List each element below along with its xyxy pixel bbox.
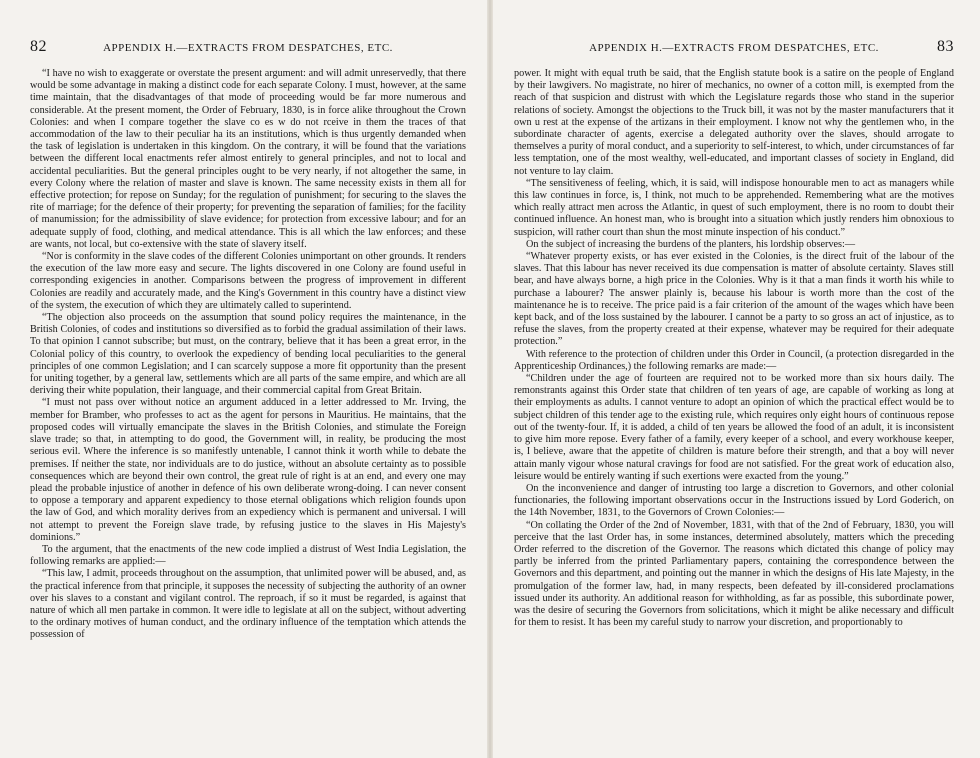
paragraph: On the inconvenience and danger of intrusting too large a discretion to Governors, and other colonial functionaries, the following important observations occur in the Instructions issued by Lord Goderich, on the 14th November, 1831, to the Governors of Crown Colonies:— <box>514 482 954 519</box>
paragraph: “This law, I admit, proceeds throughout on the assumption, that unlimited power will be abused, and, as the practical inference from that principle, it supposes the necessity of subjecting the authority of an owner over his slaves to a constant and vigilant control. The reproach, if so it must be regarded, is against that nature of which all men partake in common. It were idle to legislate at all on the subject, without adverting to the ordinary motives of human conduct, and the ordinary influence of the temptation which attends the possession of <box>30 568 466 641</box>
paragraph: “The objection also proceeds on the assumption that sound policy requires the maintenance, in the British Colonies, of codes and institutions so diversified as to forbid the gradual assimilation of their laws. To that opinion I cannot subscribe; but must, on the contrary, believe that it has been a great error, in the Colonial policy of this country, to overlook the expediency of bending local peculiarities to the general principles of one common Legislation; and I can scarcely suppose a more fit opportunity than the present for uniting together, by a general law, settlements which are all parts of the same empire, and which are all deriving their white population, their language, and their commercial capital from Great Britain. <box>30 312 466 397</box>
left-page-number: 82 <box>30 38 47 55</box>
paragraph: “Children under the age of fourteen are required not to be worked more than six hours daily. The remonstrants against this Order state that children of ten years of age, are capable of working as long at their employments as adults. I cannot venture to adopt an opinion of which the practical effect would be to subject children of this tender age to the existing rule, which requires only eight hours of continuous repose out of the twenty-four. If, it is added, a child of ten years be allowed the food of an adult, it is inconsistent to give him more repose. Every father of a family, every keeper of a school, and every workhouse keeper, is, I believe, aware that the appetite of children is mature before their strength, and that a boy will never attain manly vigour whose natural cravings for food are not satisfied. For the great work of education also, leisure would be entirely wanting if such exertions were exacted from the young.” <box>514 373 954 482</box>
right-body-text <box>514 68 954 629</box>
paragraph: “I must not pass over without notice an argument adduced in a letter addressed to Mr. Irving, the member for Bramber, who professes to act as the agent for persons in Mauritius. He maintains, that the proposed codes will virtually emancipate the slaves in the British Colonies, and stimulate the Foreign slave trade; so that, in attempting to do good, the Government will, in reality, be producing the most serious evil. Where the inference is so manifestly untenable, I cannot think it worth while to debate the premises. If neither the state, nor individuals are to do justice, without an absolute certainty as to possible consequences which are beyond their own control, the great rule of right is at an end, and every one may plead the probable injustice of another in defence of his own deliberate wrong-doing. I can never consent to oppose a temporary and apparent expediency to those eternal obligations which religion founds upon the law of God, and which morality derives from an expediency which is permanent and universal. I will not attempt to prevent the Foreign slave trade, by refusing justice to the slaves in His Majesty's dominions.” <box>30 397 466 543</box>
paragraph: “Whatever property exists, or has ever existed in the Colonies, is the direct fruit of the labour of the slaves. That this labour has never received its due compensation is matter of absolute certainty. Slaves still bear, and have always borne, a high price in the Colonies. Why is it that a man finds it worth his while to purchase a labourer? The answer plainly is, because his labour is worth more than the cost of the maintenance he is to receive. The price paid is a fair criterion of the amount of the wages which have been kept back, and of the loss sustained by the labourer. I cannot be a party to so gross an act of injustice, as to refuse the slaves, from the property created at their expense, whatever may be required for their adequate protection.” <box>514 251 954 348</box>
right-page-number: 83 <box>937 38 954 55</box>
left-body-text <box>30 68 466 642</box>
paragraph: On the subject of increasing the burdens of the planters, his lordship observes:— <box>526 238 856 250</box>
right-running-head <box>514 38 954 56</box>
left-running-head <box>30 38 466 56</box>
paragraph: “The sensitiveness of feeling, which, it is said, will indispose honourable men to act as managers while this law continues in force, is, I think, not much to be apprehended. Remembering what are the motives which really attract men across the Atlantic, in quest of such employment, there is no room to doubt their continued influence. An honest man, who is brought into a situation which justly renders him obnoxious to suspicion, will rather court than shun the most minute inspection of his conduct.” <box>514 177 954 238</box>
paragraph: power. It might with equal truth be said, that the English statute book is a satire on the people of England by their lawgivers. No magistrate, no hirer of mechanics, no owner of a cotton mill, is exempted from the reach of that suspicion and distrust with which the Legislature regards those who stand in the superior relations of society. Amongst the objections to the Truck bill, it was not by the master manufacturers that it own u rest at the expense of the artizans in their employment. I know not why the gentlemen who, in the subordinate character of agents, exercise a delegated authority over the slaves, should arrogate to themselves a purity of moral conduct, and a superiority to self-interest, to which, under circumstances of far less temptation, one of the most wealthy, well-educated, and important classes of society in England, did not venture to lay claim. <box>514 68 954 177</box>
paragraph: “On collating the Order of the 2nd of November, 1831, with that of the 2nd of February, 1830, you will perceive that the last Order has, in some instances, determined absolutely, matters which the preceding Order referred to the discretion of the Governor. The reasons which dictated this change of policy may partly be inferred from the printed Parliamentary papers, containing the correspondence between the Governors and this department, and pointing out the manner in which the designs of His late Majesty, in the promulgation of the former law, had, in many respects, been defeated by ill-considered proclamations issued under its authority. An additional reason for withholding, as far as possible, this subordinate power, was the desire of securing the Governors from solicitations, which it might be alike necessary and difficult for them to resist. It has been my careful study to narrow your discretion, and proportionably to <box>514 519 954 629</box>
paragraph: “I have no wish to exaggerate or overstate the present argument: and will admit unreservedly, that there would be some advantage in making a distinct code for each separate Colony. I must, however, at the same time maintain, that the disadvantages of that mode of proceeding would be far more numerous and considerable. At the present moment, the Order of February, 1830, is in force alike throughout the Crown Colonies: and when I compare together the slave co es w do not rceive in them the traces of that accommodation of the law to their peculiar ha its an institutions, which is thus urgently demanded when the task of legislation is undertaken in this kingdom. On the contrary, it will be found that the variations between the different local enactments refer almost entirely to general principles, and not to local and accidental peculiarities. But the general principles ought to be very nearly, if not altogether the same, in every Colony where the relation of master and slave is known. The same necessity exists in them all for effective protection; for repose on Sunday; for the regulation of punishment; for securing to the slaves the rite of marriage; for the defence of their property; for preventing the separation of families; for the facility of manumission; for the admissibility of slave evidence; for protection from excessive labour; and for an adequate supply of food, clothing, and medical attendance. This is all which the law enforces; and these are wants, not local, but co-extensive with the state of slavery itself. <box>30 68 466 250</box>
right-page <box>490 0 980 758</box>
paragraph: With reference to the protection of children under this Order in Council, (a protection disregarded in the Apprenticeship Ordinances,) the following remarks are made:— <box>514 348 954 372</box>
paragraph: “Nor is conformity in the slave codes of the different Colonies unimportant on other grounds. It renders the execution of the law more easy and secure. The lights discovered in one Colony are found useful in corresponding exigencies in another. Comparisons between the progress of improvement in different Colonies are readily and accurately made, and the King's Government in this country have a distinct view of the system, the execution of which they are ultimately called to superintend. <box>30 251 466 311</box>
paragraph: To the argument, that the enactments of the new code implied a distrust of West India Legislation, the following remarks are applied:— <box>30 543 466 568</box>
right-running-title: APPENDIX H.—EXTRACTS FROM DESPATCHES, ETC. <box>589 42 879 54</box>
left-running-title: APPENDIX H.—EXTRACTS FROM DESPATCHES, ETC. <box>103 42 393 54</box>
